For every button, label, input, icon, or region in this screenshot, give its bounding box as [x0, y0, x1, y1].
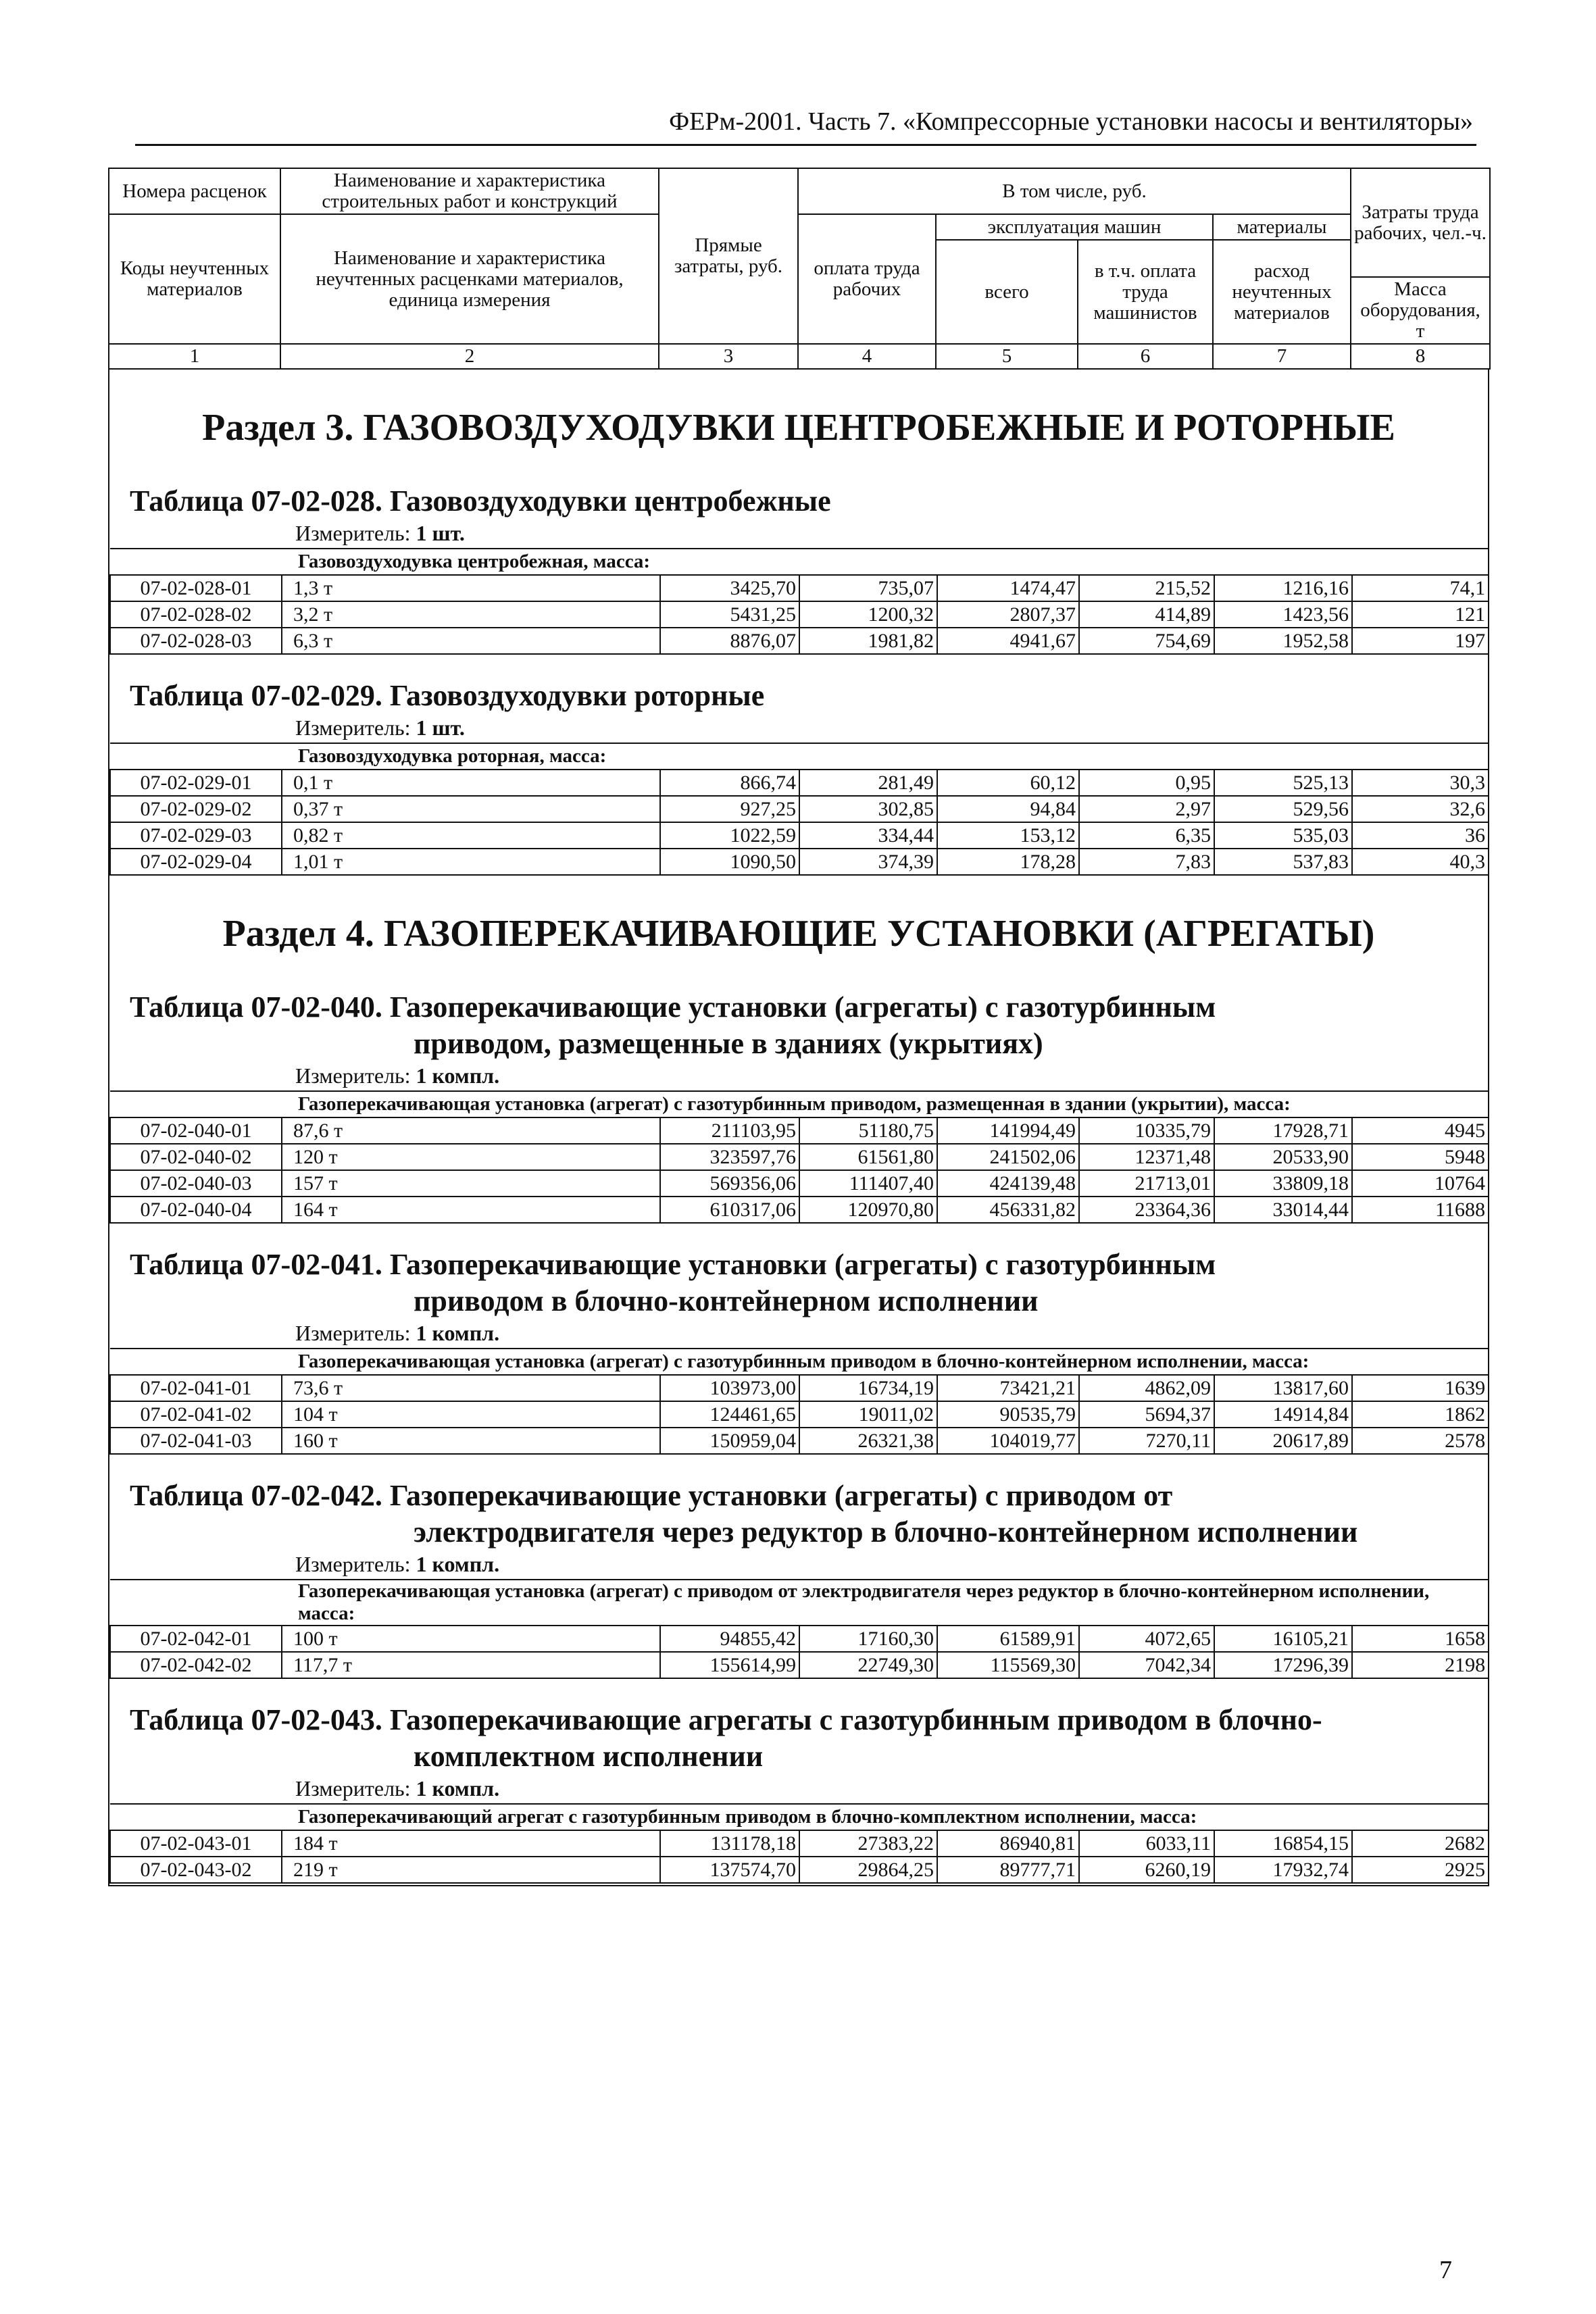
- measure-label: Измеритель:: [295, 521, 411, 545]
- group-title: Газоперекачивающий агрегат с газотурбинным приводом в блочно-комплектном исполнении, масса:: [110, 1804, 1489, 1830]
- rate-code: 07-02-041-02: [110, 1401, 282, 1428]
- cost-value: 302,85: [799, 796, 937, 822]
- rate-code: 07-02-028-02: [110, 601, 282, 628]
- header-rule: [135, 144, 1476, 146]
- cost-value: 1423,56: [1214, 601, 1352, 628]
- measure-value: 1 компл.: [416, 1321, 500, 1345]
- cost-value: 1658: [1352, 1626, 1489, 1652]
- rate-code: 07-02-040-03: [110, 1170, 282, 1197]
- measure-unit: [109, 714, 1488, 743]
- cost-value: 29864,25: [799, 1857, 937, 1883]
- cost-value: 124461,65: [660, 1401, 799, 1428]
- column-number: 6: [1078, 344, 1213, 369]
- mass-value: 104 т: [282, 1401, 660, 1428]
- materials-header: материалы: [1213, 214, 1351, 240]
- sheet-body: [108, 370, 1489, 1886]
- rate-code: 07-02-040-02: [110, 1144, 282, 1170]
- mass-value: 87,6 т: [282, 1117, 660, 1144]
- table-title-line: комплектном исполнении: [414, 1740, 764, 1773]
- rate-code: 07-02-043-02: [110, 1857, 282, 1883]
- cost-value: 2,97: [1079, 796, 1214, 822]
- cost-value: 86940,81: [937, 1830, 1079, 1857]
- measure-value: 1 компл.: [416, 1552, 500, 1576]
- mass-value: 157 т: [282, 1170, 660, 1197]
- cost-value: 1090,50: [660, 849, 799, 875]
- cost-value: 137574,70: [660, 1857, 799, 1883]
- cost-value: 17296,39: [1214, 1652, 1352, 1678]
- group-row: [110, 1804, 1489, 1830]
- col2-header-top: Наименование и характеристика строительных работ и конструкций: [280, 168, 659, 214]
- group-title: Газоперекачивающая установка (агрегат) с газотурбинным приводом в блочно-контейнерном исполнении, масса:: [110, 1349, 1489, 1375]
- cost-value: 537,83: [1214, 849, 1352, 875]
- table-title-line: приводом в блочно-контейнерном исполнении: [414, 1284, 1039, 1317]
- cost-value: 1200,32: [799, 601, 937, 628]
- measure-unit: [109, 1062, 1488, 1090]
- col6-header: в т.ч. оплата труда машинистов: [1078, 240, 1213, 344]
- mass-value: 0,37 т: [282, 796, 660, 822]
- cost-value: 61589,91: [937, 1626, 1079, 1652]
- price-sheet: [108, 168, 1489, 1886]
- column-number: 3: [659, 344, 798, 369]
- cost-value: 16105,21: [1214, 1626, 1352, 1652]
- measure-label: Измеритель:: [295, 1776, 411, 1801]
- cost-value: 17928,71: [1214, 1117, 1352, 1144]
- table-row: [110, 601, 1489, 628]
- group-row: [110, 1091, 1489, 1117]
- col5-header: всего: [936, 240, 1078, 344]
- table-title-line: Таблица 07-02-043. Газоперекачивающие агрегаты с газотурбинным приводом в блочно-: [130, 1703, 1322, 1736]
- table-row: [110, 796, 1489, 822]
- included-header: В том числе, руб.: [798, 168, 1351, 214]
- cost-value: 529,56: [1214, 796, 1352, 822]
- cost-value: 22749,30: [799, 1652, 937, 1678]
- mass-value: 184 т: [282, 1830, 660, 1857]
- cost-value: 153,12: [937, 822, 1079, 849]
- cost-value: 150959,04: [660, 1428, 799, 1454]
- table-row: [110, 849, 1489, 875]
- cost-value: 2925: [1352, 1857, 1489, 1883]
- rate-code: 07-02-029-01: [110, 770, 282, 796]
- col8-header-bottom: Масса оборудования, т: [1351, 277, 1490, 344]
- measure-label: Измеритель:: [295, 1552, 411, 1576]
- col7-header: расход неучтенных материалов: [1213, 240, 1351, 344]
- group-title: Газовоздуходувка центробежная, масса:: [110, 549, 1489, 575]
- cost-value: 241502,06: [937, 1144, 1079, 1170]
- cost-value: 5948: [1352, 1144, 1489, 1170]
- cost-value: 374,39: [799, 849, 937, 875]
- running-header: ФЕРм-2001. Часть 7. «Компрессорные установки насосы и вентиляторы»: [669, 107, 1473, 136]
- cost-value: 4862,09: [1079, 1375, 1214, 1401]
- col1-header-bottom: Коды неучтенных материалов: [109, 214, 280, 344]
- cost-value: 16854,15: [1214, 1830, 1352, 1857]
- rate-code: 07-02-042-01: [110, 1626, 282, 1652]
- rate-code: 07-02-029-03: [110, 822, 282, 849]
- table-title: [109, 655, 1488, 714]
- group-title: Газоперекачивающая установка (агрегат) с приводом от электродвигателя через редуктор в блочно-контейнерном исполнении, масса:: [110, 1580, 1489, 1626]
- cost-value: 2682: [1352, 1830, 1489, 1857]
- group-row: [110, 1349, 1489, 1375]
- column-number: 7: [1213, 344, 1351, 369]
- cost-value: 6260,19: [1079, 1857, 1214, 1883]
- cost-value: 535,03: [1214, 822, 1352, 849]
- col1-header-top: Номера расценок: [109, 168, 280, 214]
- machines-header: эксплуатация машин: [936, 214, 1213, 240]
- cost-value: 33014,44: [1214, 1197, 1352, 1223]
- sheet-bottom-spacer: [109, 1884, 1488, 1885]
- column-number: 8: [1351, 344, 1490, 369]
- cost-value: 115569,30: [937, 1652, 1079, 1678]
- rates-table: [109, 548, 1489, 655]
- rates-table: [109, 1348, 1489, 1455]
- table-title-line: Таблица 07-02-029. Газовоздуходувки роторные: [130, 679, 765, 712]
- section-title: Раздел 4. ГАЗОПЕРЕКАЧИВАЮЩИЕ УСТАНОВКИ (АГРЕГАТЫ): [222, 913, 1375, 955]
- cost-value: 1022,59: [660, 822, 799, 849]
- col8-header-top: Затраты труда рабочих, чел.-ч.: [1351, 168, 1490, 277]
- mass-value: 1,3 т: [282, 575, 660, 601]
- rate-code: 07-02-043-01: [110, 1830, 282, 1857]
- mass-value: 120 т: [282, 1144, 660, 1170]
- column-number: 4: [798, 344, 936, 369]
- cost-value: 13817,60: [1214, 1375, 1352, 1401]
- cost-value: 155614,99: [660, 1652, 799, 1678]
- cost-value: 197: [1352, 628, 1489, 654]
- cost-value: 141994,49: [937, 1117, 1079, 1144]
- table-row: [110, 575, 1489, 601]
- table-title: [109, 1679, 1488, 1775]
- column-number: 1: [109, 344, 280, 369]
- cost-value: 73421,21: [937, 1375, 1079, 1401]
- cost-value: 121: [1352, 601, 1489, 628]
- rate-code: 07-02-041-01: [110, 1375, 282, 1401]
- measure-unit: [109, 520, 1488, 548]
- table-row: [110, 1652, 1489, 1678]
- mass-value: 160 т: [282, 1428, 660, 1454]
- rate-code: 07-02-029-04: [110, 849, 282, 875]
- mass-value: 3,2 т: [282, 601, 660, 628]
- table-row: [110, 1401, 1489, 1428]
- table-row: [110, 1144, 1489, 1170]
- group-row: [110, 743, 1489, 770]
- table-title-line: приводом, размещенные в зданиях (укрытиях): [414, 1027, 1043, 1060]
- mass-value: 73,6 т: [282, 1375, 660, 1401]
- rate-code: 07-02-029-02: [110, 796, 282, 822]
- cost-value: 334,44: [799, 822, 937, 849]
- cost-value: 927,25: [660, 796, 799, 822]
- cost-value: 33809,18: [1214, 1170, 1352, 1197]
- rate-code: 07-02-040-04: [110, 1197, 282, 1223]
- cost-value: 111407,40: [799, 1170, 937, 1197]
- cost-value: 6033,11: [1079, 1830, 1214, 1857]
- cost-value: 74,1: [1352, 575, 1489, 601]
- table-title-line: Таблица 07-02-028. Газовоздуходувки центробежные: [130, 484, 831, 518]
- cost-value: 60,12: [937, 770, 1079, 796]
- rate-code: 07-02-040-01: [110, 1117, 282, 1144]
- cost-value: 14914,84: [1214, 1401, 1352, 1428]
- cost-value: 2807,37: [937, 601, 1079, 628]
- cost-value: 323597,76: [660, 1144, 799, 1170]
- rates-table: [109, 1579, 1489, 1679]
- group-row: [110, 549, 1489, 575]
- measure-value: 1 компл.: [416, 1776, 500, 1801]
- cost-value: 26321,38: [799, 1428, 937, 1454]
- table-title-line: Таблица 07-02-041. Газоперекачивающие установки (агрегаты) с газотурбинным: [130, 1248, 1216, 1281]
- group-title: Газовоздуходувка роторная, масса:: [110, 743, 1489, 770]
- table-row: [110, 628, 1489, 654]
- rate-code: 07-02-041-03: [110, 1428, 282, 1454]
- cost-value: 10764: [1352, 1170, 1489, 1197]
- cost-value: 61561,80: [799, 1144, 937, 1170]
- cost-value: 10335,79: [1079, 1117, 1214, 1144]
- measure-value: 1 шт.: [416, 521, 465, 545]
- cost-value: 7042,34: [1079, 1652, 1214, 1678]
- cost-value: 2578: [1352, 1428, 1489, 1454]
- table-row: [110, 1626, 1489, 1652]
- cost-value: 94855,42: [660, 1626, 799, 1652]
- cost-value: 4072,65: [1079, 1626, 1214, 1652]
- table-row: [110, 770, 1489, 796]
- cost-value: 7,83: [1079, 849, 1214, 875]
- cost-value: 754,69: [1079, 628, 1214, 654]
- table-title: [109, 966, 1488, 1062]
- table-title-line: электродвигателя через редуктор в блочно-контейнерном исполнении: [414, 1515, 1358, 1549]
- mass-value: 0,82 т: [282, 822, 660, 849]
- measure-label: Измеритель:: [295, 715, 411, 740]
- rates-table: [109, 1803, 1489, 1884]
- cost-value: 569356,06: [660, 1170, 799, 1197]
- cost-value: 16734,19: [799, 1375, 937, 1401]
- cost-value: 5431,25: [660, 601, 799, 628]
- col2-header-bottom: Наименование и характеристика неучтенных расценками материалов, единица измерения: [280, 214, 659, 344]
- cost-value: 1981,82: [799, 628, 937, 654]
- rates-table: [109, 743, 1489, 876]
- section-title: Раздел 3. ГАЗОВОЗДУХОДУВКИ ЦЕНТРОБЕЖНЫЕ И РОТОРНЫЕ: [202, 407, 1395, 449]
- measure-label: Измеритель:: [295, 1063, 411, 1088]
- cost-value: 89777,71: [937, 1857, 1079, 1883]
- cost-value: 12371,48: [1079, 1144, 1214, 1170]
- cost-value: 103973,00: [660, 1375, 799, 1401]
- mass-value: 164 т: [282, 1197, 660, 1223]
- cost-value: 5694,37: [1079, 1401, 1214, 1428]
- mass-value: 6,3 т: [282, 628, 660, 654]
- table-row: [110, 1117, 1489, 1144]
- page-number: 7: [1439, 2256, 1452, 2284]
- cost-value: 11688: [1352, 1197, 1489, 1223]
- cost-value: 4941,67: [937, 628, 1079, 654]
- table-title: [109, 460, 1488, 520]
- measure-unit: [109, 1319, 1488, 1348]
- cost-value: 4945: [1352, 1117, 1489, 1144]
- cost-value: 27383,22: [799, 1830, 937, 1857]
- cost-value: 8876,07: [660, 628, 799, 654]
- cost-value: 21713,01: [1079, 1170, 1214, 1197]
- measure-value: 1 компл.: [416, 1063, 500, 1088]
- cost-value: 120970,80: [799, 1197, 937, 1223]
- cost-value: 1639: [1352, 1375, 1489, 1401]
- table-row: [110, 1375, 1489, 1401]
- cost-value: 735,07: [799, 575, 937, 601]
- mass-value: 219 т: [282, 1857, 660, 1883]
- cost-value: 20533,90: [1214, 1144, 1352, 1170]
- cost-value: 6,35: [1079, 822, 1214, 849]
- table-title-line: Таблица 07-02-040. Газоперекачивающие установки (агрегаты) с газотурбинным: [130, 990, 1216, 1024]
- table-row: [110, 1428, 1489, 1454]
- cost-value: 40,3: [1352, 849, 1489, 875]
- measure-value: 1 шт.: [416, 715, 465, 740]
- cost-value: 211103,95: [660, 1117, 799, 1144]
- cost-value: 51180,75: [799, 1117, 937, 1144]
- rate-code: 07-02-028-01: [110, 575, 282, 601]
- rates-table: [109, 1090, 1489, 1224]
- rate-code: 07-02-028-03: [110, 628, 282, 654]
- mass-value: 0,1 т: [282, 770, 660, 796]
- mass-value: 100 т: [282, 1626, 660, 1652]
- cost-value: 20617,89: [1214, 1428, 1352, 1454]
- col4-header: оплата труда рабочих: [798, 214, 936, 344]
- table-row: [110, 1170, 1489, 1197]
- cost-value: 1474,47: [937, 575, 1079, 601]
- cost-value: 19011,02: [799, 1401, 937, 1428]
- column-number: 5: [936, 344, 1078, 369]
- cost-value: 7270,11: [1079, 1428, 1214, 1454]
- group-row: [110, 1580, 1489, 1626]
- cost-value: 90535,79: [937, 1401, 1079, 1428]
- cost-value: 215,52: [1079, 575, 1214, 601]
- cost-value: 414,89: [1079, 601, 1214, 628]
- cost-value: 32,6: [1352, 796, 1489, 822]
- table-title: [109, 1455, 1488, 1551]
- column-number: 2: [280, 344, 659, 369]
- column-header-table: [108, 168, 1491, 370]
- cost-value: 525,13: [1214, 770, 1352, 796]
- rate-code: 07-02-042-02: [110, 1652, 282, 1678]
- table-row: [110, 1830, 1489, 1857]
- cost-value: 1216,16: [1214, 575, 1352, 601]
- cost-value: 178,28: [937, 849, 1079, 875]
- cost-value: 1952,58: [1214, 628, 1352, 654]
- cost-value: 104019,77: [937, 1428, 1079, 1454]
- cost-value: 866,74: [660, 770, 799, 796]
- cost-value: 23364,36: [1079, 1197, 1214, 1223]
- cost-value: 1862: [1352, 1401, 1489, 1428]
- group-title: Газоперекачивающая установка (агрегат) с газотурбинным приводом, размещенная в здании (укрытии), масса:: [110, 1091, 1489, 1117]
- cost-value: 36: [1352, 822, 1489, 849]
- cost-value: 17932,74: [1214, 1857, 1352, 1883]
- cost-value: 3425,70: [660, 575, 799, 601]
- col3-header: Прямые затраты, руб.: [659, 168, 798, 344]
- cost-value: 0,95: [1079, 770, 1214, 796]
- table-row: [110, 1197, 1489, 1223]
- cost-value: 610317,06: [660, 1197, 799, 1223]
- cost-value: 131178,18: [660, 1830, 799, 1857]
- measure-unit: [109, 1775, 1488, 1803]
- mass-value: 1,01 т: [282, 849, 660, 875]
- mass-value: 117,7 т: [282, 1652, 660, 1678]
- measure-label: Измеритель:: [295, 1321, 411, 1345]
- cost-value: 2198: [1352, 1652, 1489, 1678]
- cost-value: 30,3: [1352, 770, 1489, 796]
- table-title: [109, 1224, 1488, 1319]
- cost-value: 17160,30: [799, 1626, 937, 1652]
- cost-value: 281,49: [799, 770, 937, 796]
- table-row: [110, 1857, 1489, 1883]
- table-title-line: Таблица 07-02-042. Газоперекачивающие установки (агрегаты) с приводом от: [130, 1479, 1173, 1512]
- cost-value: 94,84: [937, 796, 1079, 822]
- table-row: [110, 822, 1489, 849]
- cost-value: 456331,82: [937, 1197, 1079, 1223]
- measure-unit: [109, 1551, 1488, 1579]
- cost-value: 424139,48: [937, 1170, 1079, 1197]
